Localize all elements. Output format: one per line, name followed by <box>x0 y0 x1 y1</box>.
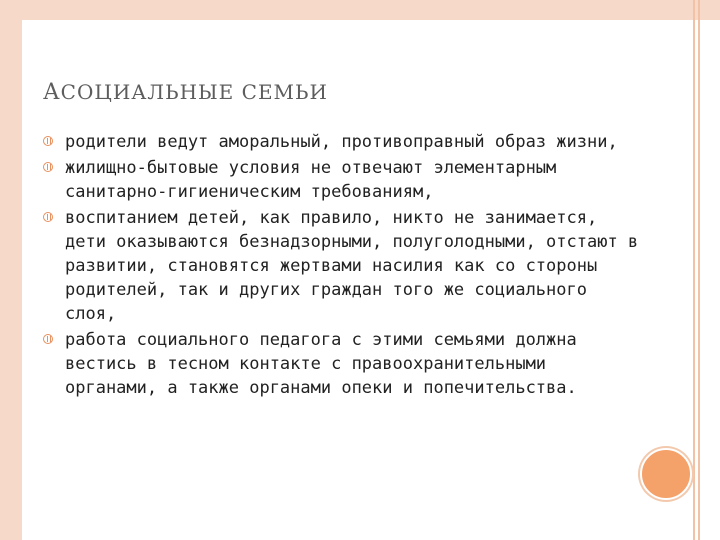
ornament-bullet-icon <box>43 136 53 146</box>
right-border-line-outer <box>698 0 700 540</box>
bullet-list <box>43 130 643 402</box>
left-border <box>0 0 22 540</box>
list-item <box>43 156 643 204</box>
right-border-line <box>693 0 695 540</box>
list-item <box>43 206 643 326</box>
list-item <box>43 328 643 400</box>
slide-title <box>43 80 328 105</box>
bullet-text: работа социального педагога с этими семьями должна вестись в тесном контакте с правоохранительными органами, а также органами опеки и попечительства. <box>65 330 577 398</box>
list-item <box>43 130 643 154</box>
bullet-text: жилищно-бытовые условия не отвечают элементарным санитарно-гигиеническим требованиям, <box>65 158 557 202</box>
title-first-letter: А <box>43 80 61 105</box>
bullet-text: родители ведут аморальный, противоправный образ жизни, <box>65 132 618 152</box>
ornament-bullet-icon <box>43 334 53 344</box>
ornament-bullet-icon <box>43 212 53 222</box>
title-rest: СОЦИАЛЬНЫЕ СЕМЬИ <box>60 80 328 104</box>
ornament-bullet-icon <box>43 162 53 172</box>
orange-circle-icon <box>640 448 692 500</box>
bullet-text: воспитанием детей, как правило, никто не занимается, дети оказываются безнадзорными, полуголодными, отстают в развитии, становятся жертвами насилия как со стороны родителей, так и других граждан того же социального слоя, <box>65 208 639 324</box>
top-border <box>0 0 720 20</box>
